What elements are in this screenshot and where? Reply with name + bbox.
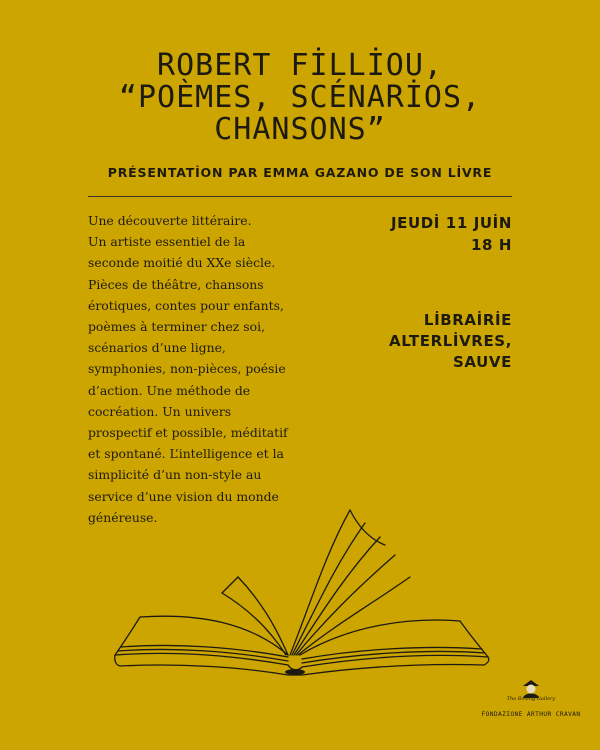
description-line: poèmes à terminer chez soi,	[88, 319, 265, 335]
title-line-3: CHANSONS”	[214, 112, 386, 147]
title-line-2: “POÈMES, SCÉNARİOS,	[118, 80, 482, 115]
description-line: cocréation. Un univers	[88, 403, 232, 419]
presentation-subtitle: PRÉSENTATİON PAR EMMA GAZANO DE SON LİVRE	[107, 165, 493, 180]
description-line: service d’une vision du monde	[88, 488, 279, 504]
description-line: Une découverte littéraire.	[88, 213, 252, 228]
description-line: d’action. Une méthode de	[88, 382, 251, 398]
description-line: scénarios d’une ligne,	[88, 340, 226, 356]
venue-line-2: ALTERLİVRES,	[389, 332, 512, 350]
divider	[88, 196, 512, 197]
description-line: Un artiste essentiel de la	[88, 234, 246, 250]
venue-line-1: LİBRAİRİE	[423, 311, 512, 329]
title-line-1: ROBERT FİLLİOU,	[157, 48, 443, 83]
description-line: simplicité d’un non-style au	[88, 467, 262, 483]
gallery-logo	[476, 678, 586, 738]
venue-line-3: SAUVE	[453, 353, 512, 371]
event-datetime	[391, 212, 512, 256]
description-text	[88, 210, 338, 528]
description-line: généreuse.	[88, 509, 158, 525]
open-book-icon	[110, 505, 495, 680]
description-line: et spontané. L’intelligence et la	[88, 446, 284, 462]
description-line: prospectif et possible, méditatif	[88, 425, 288, 441]
description-line: érotiques, contes pour enfants,	[88, 297, 284, 313]
description-line: Pièces de théâtre, chansons	[88, 276, 264, 292]
foundation-name: FONDAZIONE ARTHUR CRAVAN	[481, 711, 581, 718]
event-time: 18 H	[470, 236, 512, 254]
gallery-name: The Boxing Gallery	[506, 696, 556, 702]
event-date: JEUDİ 11 JUİN	[390, 214, 512, 232]
boxer-portrait-icon	[519, 678, 543, 698]
event-title	[0, 50, 600, 146]
event-venue	[389, 310, 512, 373]
description-line: symphonies, non-pièces, poésie	[88, 361, 286, 377]
description-line: seconde moitié du XXe siècle.	[88, 255, 276, 271]
